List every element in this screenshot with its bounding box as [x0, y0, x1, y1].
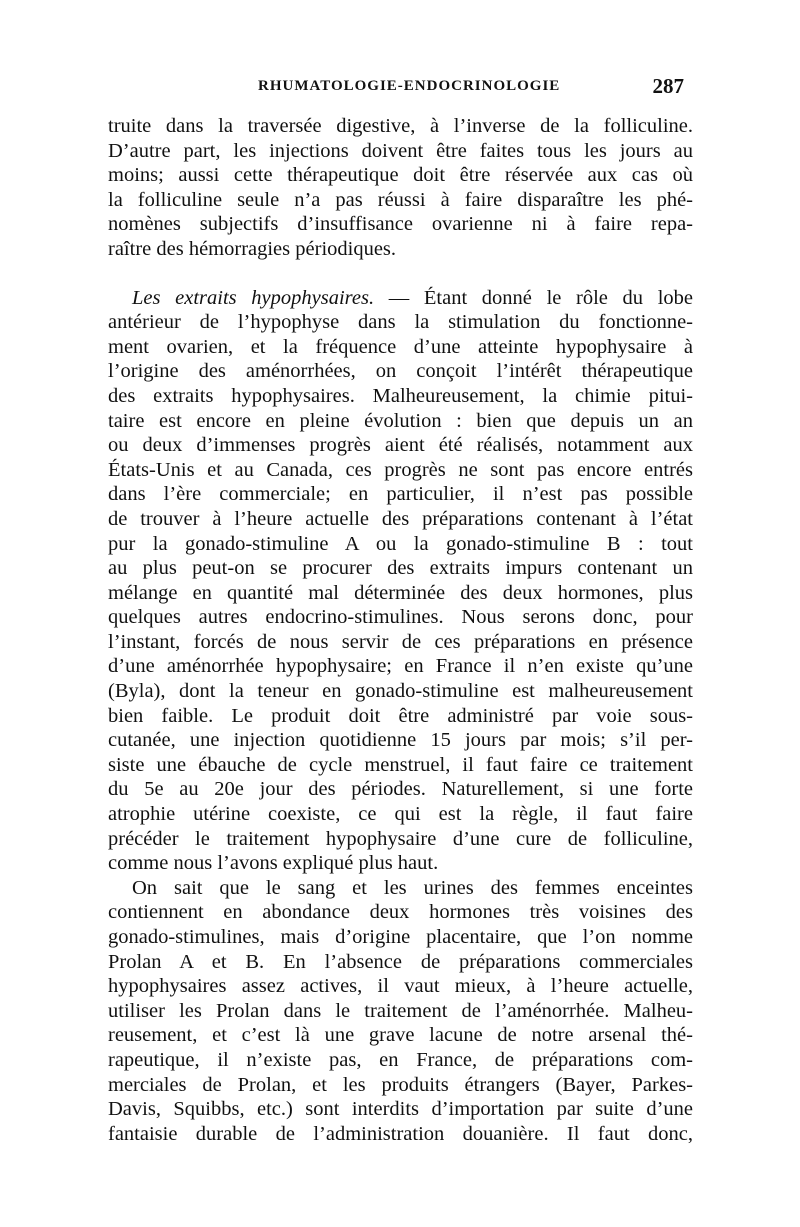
text-line: bien faible. Le produit doit être administré par voie sous- [108, 704, 693, 727]
paragraph-1 [108, 114, 693, 262]
text-line: pur la gonado-stimuline A ou la gonado-stimuline B : tout [108, 532, 693, 555]
text-line: la folliculine seule n’a pas réussi à faire disparaître les phé- [108, 188, 693, 211]
text-line: On sait que le sang et les urines des femmes enceintes [132, 876, 693, 899]
text-line: au plus peut-on se procurer des extraits impurs contenant un [108, 557, 693, 580]
text-line: dans l’ère commerciale; en particulier, il n’est pas possible [108, 483, 693, 506]
page-header [108, 74, 684, 104]
text-line: truite dans la traversée digestive, à l’inverse de la folliculine. [108, 115, 693, 137]
paragraph-spacer [108, 262, 693, 286]
text-line: l’instant, forcés de nous servir de ces préparations en présence [108, 630, 693, 653]
text-line: D’autre part, les injections doivent être faites tous les jours au [108, 139, 693, 162]
text-line: hypophysaires assez actives, il vaut mieux, à l’heure actuelle, [108, 975, 693, 998]
text-line: mélange en quantité mal déterminée des deux hormones, plus [108, 581, 693, 604]
running-title: RHUMATOLOGIE-ENDOCRINOLOGIE [258, 78, 561, 94]
text-line: ou deux d’immenses progrès aient été réalisés, notamment aux [108, 434, 693, 457]
text-line: contiennent en abondance deux hormones très voisines des [108, 901, 693, 924]
paragraph-3 [108, 876, 693, 1147]
text-line: quelques autres endocrino-stimulines. Nous serons donc, pour [108, 606, 693, 629]
text-line: ment ovarien, et la fréquence d’une atteinte hypophysaire à [108, 335, 693, 358]
text-line: gonado-stimulines, mais d’origine placentaire, que l’on nomme [108, 926, 693, 948]
paragraph-2 [108, 286, 693, 876]
text-line: (Byla), dont la teneur en gonado-stimuline est malheureusement [108, 680, 693, 703]
text-line: rapeutique, il n’existe pas, en France, de préparations com- [108, 1048, 693, 1071]
text-line: cutanée, une injection quotidienne 15 jours par mois; s’il per- [108, 729, 693, 752]
section-heading-line [108, 286, 693, 311]
page-body [108, 114, 693, 1146]
text-line: fantaisie durable de l’administration douanière. Il faut donc, [108, 1122, 693, 1145]
text-line: merciales de Prolan, et les produits étrangers (Bayer, Parkes- [108, 1073, 693, 1096]
text-line: d’une aménorrhée hypophysaire; en France il n’en existe qu’une [108, 655, 693, 678]
text-line: de trouver à l’heure actuelle des préparations contenant à l’état [108, 507, 693, 530]
text-line: comme nous l’avons expliqué plus haut. [108, 852, 439, 875]
text-line: précéder le traitement hypophysaire d’une cure de folliculine, [108, 827, 693, 850]
text-line: l’origine des aménorrhées, on conçoit l’intérêt thérapeutique [108, 360, 693, 383]
text-line: du 5e au 20e jour des périodes. Naturellement, si une forte [108, 778, 693, 801]
text-line: reusement, et c’est là une grave lacune de notre arsenal thé- [108, 1024, 693, 1047]
text-line: Prolan A et B. En l’absence de préparations commerciales [108, 950, 693, 973]
text-line: nomènes subjectifs d’insuffisance ovarienne ni à faire repa- [108, 213, 693, 236]
text-line: Davis, Squibbs, etc.) sont interdits d’importation par suite d’une [108, 1098, 693, 1121]
text-line: atrophie utérine coexiste, ce qui est la règle, il faut faire [108, 803, 693, 826]
page-number: 287 [652, 74, 684, 98]
text-line: siste une ébauche de cycle menstruel, il faut faire ce traitement [108, 753, 693, 776]
text-line: moins; aussi cette thérapeutique doit être réservée aux cas où [108, 164, 693, 187]
text-line: des extraits hypophysaires. Malheureusement, la chimie pitui- [108, 384, 693, 407]
text-line: États-Unis et au Canada, ces progrès ne sont pas encore entrés [108, 458, 693, 481]
text-line: antérieur de l’hypophyse dans la stimulation du fonctionne- [108, 311, 693, 334]
text-line: taire est encore en pleine évolution : bien que depuis un an [108, 409, 693, 432]
text-line: utiliser les Prolan dans le traitement de l’aménorrhée. Malheu- [108, 999, 693, 1022]
heading-line-text: — Étant donné le rôle du lobe [374, 286, 693, 309]
section-heading: Les extraits hypophysaires. [132, 286, 375, 309]
text-line: raître des hémorragies périodiques. [108, 237, 397, 260]
